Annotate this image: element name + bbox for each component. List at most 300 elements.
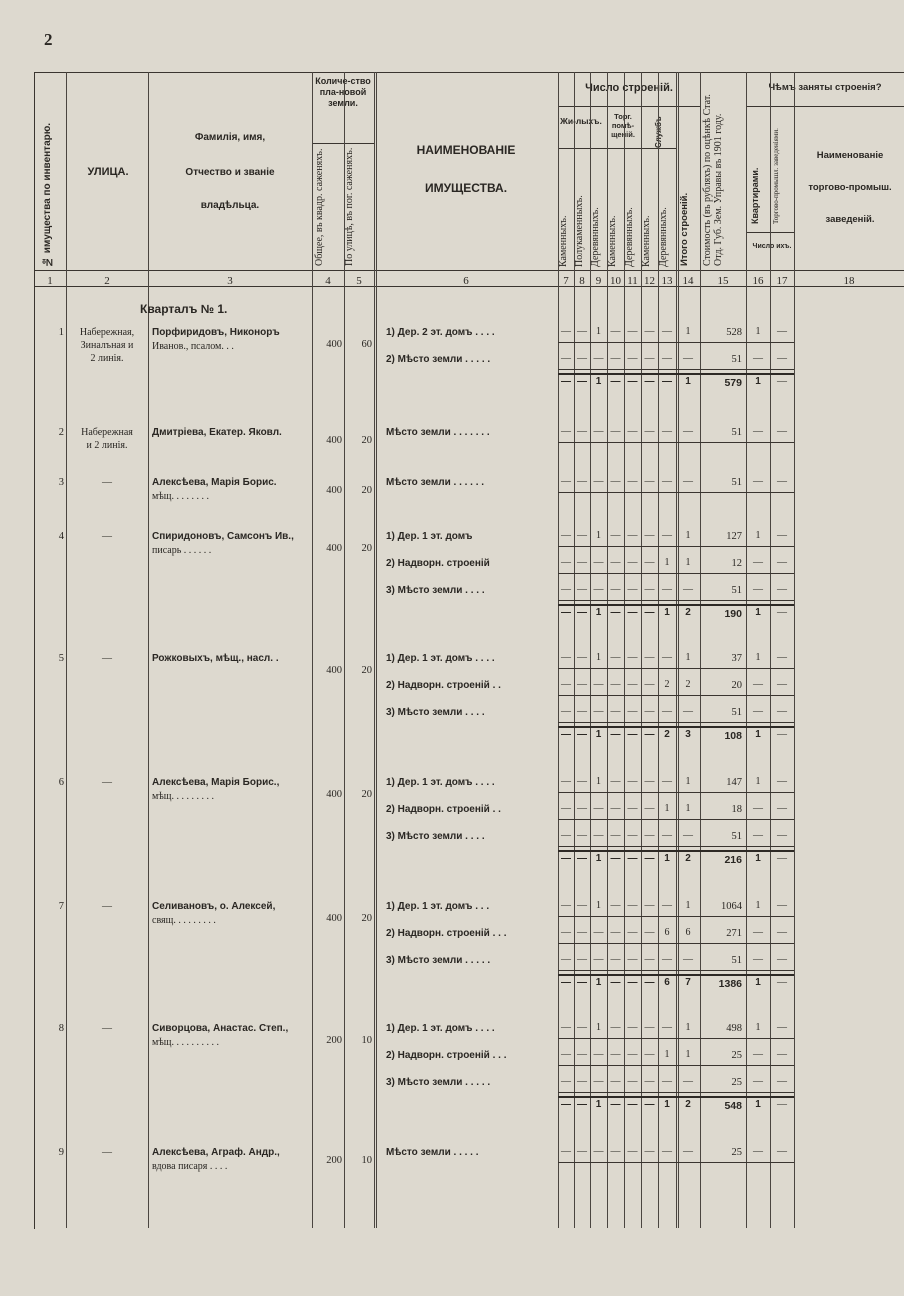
trade-count-cell: — <box>777 776 787 787</box>
trade-count-cell: — <box>777 476 787 487</box>
building-count-cell: — <box>644 830 655 841</box>
land-frontage-cell: 10 <box>361 1035 372 1046</box>
total-buildings-cell: 1 <box>685 652 691 663</box>
entry-owner: свящ. . . . . . . . . <box>152 915 216 926</box>
entry-street: и 2 линія. <box>86 440 128 451</box>
building-count-cell: 1 <box>596 652 601 663</box>
building-count-cell: 1 <box>596 326 601 337</box>
building-count-cell: — <box>610 679 621 690</box>
building-count-cell: — <box>593 803 604 814</box>
property-item: 1) Дер. 1 эт. домъ . . . . <box>386 653 495 664</box>
entry-number: 8 <box>58 1023 64 1034</box>
header-property-2: ИМУЩЕСТВА. <box>424 181 508 195</box>
trade-count-cell: — <box>777 426 787 437</box>
total-buildings-cell: 1 <box>685 1022 691 1033</box>
item-rule <box>558 1038 794 1039</box>
apartments-cell: 1 <box>755 977 761 988</box>
trade-count-cell: — <box>777 1076 787 1087</box>
column-divider <box>794 72 795 1228</box>
total-buildings-cell: 7 <box>685 977 691 988</box>
building-count-cell: — <box>610 954 621 965</box>
value-cell: 51 <box>731 477 742 488</box>
building-count-cell: — <box>610 927 621 938</box>
entry-owner: мѣщ. . . . . . . . <box>152 491 209 502</box>
entry-street: Набережная <box>81 427 133 438</box>
apartments-cell: 1 <box>755 900 761 911</box>
property-item: 1) Дер. 1 эт. домъ <box>386 531 473 542</box>
property-item: 1) Дер. 1 эт. домъ . . . <box>386 901 490 912</box>
building-count-cell: — <box>561 729 571 740</box>
trade-count-cell: — <box>777 1049 787 1060</box>
entry-street: — <box>102 1023 112 1034</box>
building-count-cell: — <box>627 607 638 618</box>
item-rule <box>558 792 794 793</box>
land-subrule <box>312 143 374 144</box>
item-rule <box>558 1065 794 1066</box>
building-count-cell: — <box>610 776 621 787</box>
sum-rule <box>558 373 794 375</box>
header-name-trade-1: Наименованіе <box>816 150 884 161</box>
entry-owner: Алексѣева, Аграф. Андр., <box>152 1147 280 1158</box>
building-count-cell: — <box>627 706 638 717</box>
entry-number: 5 <box>58 653 64 664</box>
land-frontage-cell: 20 <box>361 665 372 676</box>
property-item: 3) Мѣсто земли . . . . . <box>386 1077 491 1088</box>
entry-owner: писарь . . . . . . <box>152 545 212 556</box>
total-buildings-cell: 2 <box>685 607 691 618</box>
building-count-cell: — <box>627 776 638 787</box>
building-count-cell: 1 <box>596 530 601 541</box>
value-cell: 25 <box>731 1050 742 1061</box>
total-buildings-cell: 1 <box>685 530 691 541</box>
total-buildings-cell: 1 <box>685 1049 691 1060</box>
header-occupied-group: Чѣмъ заняты строенія? <box>768 82 882 93</box>
trade-count-cell: — <box>777 584 787 595</box>
entry-owner: Селивановъ, о. Алексей, <box>152 901 276 912</box>
header-owner-2: Отчество и званіе <box>185 167 275 178</box>
entry-street: — <box>102 777 112 788</box>
trade-count-cell: — <box>777 376 787 387</box>
value-cell: 1064 <box>721 901 742 912</box>
building-count-cell: — <box>627 927 638 938</box>
building-count-cell: — <box>561 706 571 717</box>
header-bottom-rule <box>34 270 904 271</box>
value-cell: 1386 <box>718 978 742 990</box>
value-cell: 579 <box>724 377 742 389</box>
building-count-cell: — <box>610 830 621 841</box>
trade-count-cell: — <box>777 927 787 938</box>
apartments-cell: 1 <box>755 853 761 864</box>
value-cell: 51 <box>731 585 742 596</box>
property-item: 2) Надворн. строеній . . . <box>386 1050 507 1061</box>
building-count-cell: — <box>577 977 587 988</box>
building-count-cell: — <box>593 706 604 717</box>
total-buildings-cell: — <box>683 584 693 595</box>
value-cell: 51 <box>731 354 742 365</box>
entry-owner: Алексѣева, Марія Борис., <box>152 777 280 788</box>
column-number: 18 <box>843 275 855 287</box>
building-count-cell: — <box>627 830 638 841</box>
building-count-cell: — <box>627 476 638 487</box>
entry-owner: мѣщ. . . . . . . . . <box>152 791 214 802</box>
building-count-cell: — <box>644 706 655 717</box>
building-count-cell: — <box>577 326 587 337</box>
land-frontage-cell: 20 <box>361 485 372 496</box>
building-count-cell: — <box>627 977 638 988</box>
item-rule <box>558 546 794 547</box>
entry-street: Набережная, <box>79 327 135 338</box>
building-count-cell: — <box>593 1076 604 1087</box>
building-count-cell: — <box>627 900 638 911</box>
building-count-cell: — <box>627 853 638 864</box>
item-rule <box>558 442 794 443</box>
total-buildings-cell: — <box>683 706 693 717</box>
column-number: 16 <box>752 275 764 287</box>
item-rule <box>558 573 794 574</box>
building-count-cell: — <box>561 1076 571 1087</box>
building-count-cell: 1 <box>595 376 602 387</box>
value-cell: 271 <box>726 928 742 939</box>
building-count-cell: — <box>644 729 655 740</box>
building-count-cell: — <box>577 679 587 690</box>
building-count-cell: — <box>610 1049 621 1060</box>
building-count-cell: — <box>627 1049 638 1060</box>
building-count-cell: — <box>610 426 621 437</box>
building-count-cell: — <box>561 557 571 568</box>
building-count-cell: 1 <box>664 557 670 568</box>
building-count-cell: 1 <box>595 729 602 740</box>
property-item: 1) Дер. 2 эт. домъ . . . . <box>386 327 495 338</box>
apartments-cell: 1 <box>755 530 761 541</box>
building-count-cell: — <box>644 977 655 988</box>
building-count-cell: — <box>644 900 655 911</box>
building-count-cell: — <box>627 1076 638 1087</box>
building-count-cell: — <box>644 1076 655 1087</box>
sum-rule <box>558 726 794 728</box>
building-count-cell: — <box>627 729 638 740</box>
header-stone-service: Каменныхъ. <box>641 215 652 267</box>
value-cell: 147 <box>726 777 742 788</box>
item-rule <box>558 668 794 669</box>
building-count-cell: — <box>577 476 587 487</box>
total-buildings-cell: 6 <box>685 927 691 938</box>
building-count-cell: 1 <box>595 1099 602 1110</box>
building-count-cell: — <box>644 326 655 337</box>
building-count-cell: — <box>627 326 638 337</box>
trade-count-cell: — <box>777 853 787 864</box>
building-count-cell: 6 <box>664 927 670 938</box>
value-cell: 51 <box>731 427 742 438</box>
column-divider <box>66 72 67 1228</box>
item-rule <box>558 846 794 847</box>
entry-street: Зиналъная и <box>80 340 134 351</box>
column-number: 2 <box>104 275 110 287</box>
trade-count-cell: — <box>777 326 787 337</box>
header-owner-1: Фамилія, имя, <box>194 132 266 143</box>
value-cell: 108 <box>724 730 742 742</box>
item-rule <box>558 943 794 944</box>
apartments-cell: — <box>753 830 763 841</box>
building-count-cell: — <box>662 326 672 337</box>
building-count-cell: — <box>627 376 638 387</box>
entry-number: 3 <box>58 477 64 488</box>
item-rule <box>558 819 794 820</box>
building-count-cell: — <box>662 1076 672 1087</box>
building-count-cell: — <box>662 652 672 663</box>
apartments-cell: — <box>753 1076 763 1087</box>
building-count-cell: — <box>610 1099 621 1110</box>
building-count-cell: — <box>610 1076 621 1087</box>
building-count-cell: — <box>577 557 587 568</box>
building-count-cell: — <box>610 557 621 568</box>
total-buildings-cell: — <box>683 353 693 364</box>
item-rule <box>558 492 794 493</box>
apartments-cell: 1 <box>755 1099 761 1110</box>
entry-street: 2 линія. <box>90 353 124 364</box>
building-count-cell: — <box>644 679 655 690</box>
land-frontage-cell: 60 <box>361 339 372 350</box>
entry-owner: Иванов., псалом. . . <box>152 341 234 352</box>
apartments-cell: — <box>753 557 763 568</box>
sum-rule <box>558 1096 794 1098</box>
building-count-cell: — <box>577 853 587 864</box>
value-cell: 25 <box>731 1077 742 1088</box>
entry-street: — <box>102 901 112 912</box>
land-area-cell: 200 <box>326 1035 342 1046</box>
entry-number: 7 <box>58 901 64 912</box>
column-number: 5 <box>356 275 362 287</box>
entry-street: — <box>102 477 112 488</box>
land-frontage-cell: 20 <box>361 435 372 446</box>
total-buildings-cell: 2 <box>685 679 691 690</box>
property-item: Мѣсто земли . . . . . . . <box>386 427 490 438</box>
entry-owner: Алексѣева, Марія Борис. <box>152 477 277 488</box>
value-cell: 51 <box>731 831 742 842</box>
value-cell: 18 <box>731 804 742 815</box>
building-count-cell: — <box>561 679 571 690</box>
total-buildings-cell: — <box>683 426 693 437</box>
trade-count-cell: — <box>777 706 787 717</box>
item-rule <box>558 342 794 343</box>
building-count-cell: — <box>577 607 587 618</box>
property-item: 3) Мѣсто земли . . . . <box>386 831 485 842</box>
entry-street: — <box>102 1147 112 1158</box>
building-count-cell: — <box>593 927 604 938</box>
building-count-cell: 1 <box>664 1049 670 1060</box>
building-count-cell: 1 <box>596 1022 601 1033</box>
property-item: 1) Дер. 1 эт. домъ . . . . <box>386 777 495 788</box>
total-buildings-cell: 1 <box>685 803 691 814</box>
property-item: 2) Мѣсто земли . . . . . <box>386 354 491 365</box>
section-title: Кварталъ № 1. <box>140 302 228 316</box>
header-value: Стоимость (въ рубляхъ) по оцѣнкѣ Стат. Отд. Губ. Зем. Управы въ 1901 году. <box>702 94 724 266</box>
entry-street: — <box>102 531 112 542</box>
apartments-cell: — <box>753 353 763 364</box>
entry-owner: Рожковыхъ, мѣщ., насл. . <box>152 653 279 664</box>
sum-rule <box>558 604 794 606</box>
building-count-cell: 1 <box>664 607 670 618</box>
building-count-cell: — <box>610 652 621 663</box>
land-area-cell: 400 <box>326 789 342 800</box>
column-number: 6 <box>463 275 469 287</box>
building-count-cell: 2 <box>664 729 670 740</box>
header-wooden: Деревянныхъ. <box>590 207 601 267</box>
page-number: 2 <box>44 30 53 49</box>
value-cell: 12 <box>731 558 742 569</box>
header-inventory-number: № имущества по инвентарю. <box>42 122 53 267</box>
item-rule <box>558 722 794 723</box>
trade-count-cell: — <box>777 530 787 541</box>
building-count-cell: 1 <box>595 607 602 618</box>
building-count-cell: — <box>627 426 638 437</box>
building-count-cell: — <box>577 830 587 841</box>
apartments-cell: — <box>753 954 763 965</box>
property-item: Мѣсто земли . . . . . <box>386 1147 479 1158</box>
value-cell: 37 <box>731 653 742 664</box>
building-count-cell: — <box>644 1099 655 1110</box>
apartments-cell: — <box>753 679 763 690</box>
total-buildings-cell: 1 <box>685 557 691 568</box>
apartments-cell: 1 <box>755 776 761 787</box>
header-total-buildings: Итого строеній. <box>679 192 690 266</box>
header-land-street: По улицѣ, въ пог. саженяхъ. <box>344 147 355 266</box>
trade-count-cell: — <box>777 652 787 663</box>
building-count-cell: — <box>561 1099 571 1110</box>
apartments-cell: — <box>753 476 763 487</box>
column-divider <box>312 72 313 1228</box>
building-count-cell: — <box>593 679 604 690</box>
apartments-cell: — <box>753 1146 763 1157</box>
building-count-cell: — <box>627 679 638 690</box>
building-count-cell: 1 <box>664 853 670 864</box>
total-buildings-cell: — <box>683 1146 693 1157</box>
building-count-cell: 6 <box>664 977 670 988</box>
building-count-cell: — <box>627 803 638 814</box>
column-number: 8 <box>579 275 585 287</box>
total-buildings-cell: — <box>683 1076 693 1087</box>
building-count-cell: — <box>662 830 672 841</box>
building-count-cell: — <box>662 584 672 595</box>
building-count-cell: — <box>610 376 621 387</box>
building-count-cell: — <box>561 1146 571 1157</box>
building-count-cell: — <box>577 1076 587 1087</box>
building-count-cell: 1 <box>664 1099 670 1110</box>
column-number: 11 <box>627 275 638 287</box>
building-count-cell: — <box>662 426 672 437</box>
building-count-cell: — <box>627 1099 638 1110</box>
property-item: 3) Мѣсто земли . . . . <box>386 707 485 718</box>
building-count-cell: — <box>610 900 621 911</box>
entry-owner: Спиридоновъ, Самсонъ Ив., <box>152 531 294 542</box>
column-number: 7 <box>563 275 569 287</box>
building-count-cell: — <box>577 927 587 938</box>
entry-owner: Порфиридовъ, Никоноръ <box>152 327 280 338</box>
property-item: Мѣсто земли . . . . . . <box>386 477 485 488</box>
building-count-cell: — <box>627 652 638 663</box>
entry-owner: Сиворцова, Анастас. Степ., <box>152 1023 289 1034</box>
building-count-cell: — <box>627 584 638 595</box>
building-count-cell: 1 <box>595 977 602 988</box>
building-count-cell: — <box>644 476 655 487</box>
building-count-cell: — <box>644 954 655 965</box>
property-item: 2) Надворн. строеній . . <box>386 804 501 815</box>
column-divider <box>344 72 345 1228</box>
property-item: 1) Дер. 1 эт. домъ . . . . <box>386 1023 495 1034</box>
building-count-cell: — <box>610 803 621 814</box>
land-area-cell: 400 <box>326 543 342 554</box>
column-divider <box>148 72 149 1228</box>
item-rule <box>558 916 794 917</box>
land-frontage-cell: 20 <box>361 913 372 924</box>
item-rule <box>558 600 794 601</box>
building-count-cell: — <box>561 954 571 965</box>
building-count-cell: — <box>644 853 655 864</box>
column-number: 15 <box>717 275 729 287</box>
header-property-1: НАИМЕНОВАНІЕ <box>416 143 516 157</box>
land-frontage-cell: 20 <box>361 543 372 554</box>
item-rule <box>558 369 794 370</box>
total-buildings-cell: — <box>683 954 693 965</box>
building-count-cell: — <box>610 530 621 541</box>
property-item: 2) Надворн. строеній . . . <box>386 928 507 939</box>
header-stone-trade: Каменныхъ. <box>607 215 618 267</box>
property-item: 3) Мѣсто земли . . . . <box>386 585 485 596</box>
trade-count-cell: — <box>777 954 787 965</box>
total-buildings-cell: 1 <box>685 900 691 911</box>
building-count-cell: — <box>561 830 571 841</box>
building-count-cell: — <box>561 803 571 814</box>
building-count-cell: — <box>644 927 655 938</box>
header-service: Службъ <box>654 116 663 148</box>
building-count-cell: — <box>610 853 621 864</box>
apartments-cell: — <box>753 1049 763 1060</box>
building-count-cell: — <box>644 776 655 787</box>
entry-number: 4 <box>58 531 64 542</box>
building-count-cell: — <box>577 530 587 541</box>
building-count-cell: — <box>644 1049 655 1060</box>
trade-count-cell: — <box>777 557 787 568</box>
building-count-cell: — <box>610 353 621 364</box>
building-count-cell: — <box>593 426 604 437</box>
land-area-cell: 400 <box>326 665 342 676</box>
building-count-cell: — <box>610 1146 621 1157</box>
header-land-group: Количе-ство пла-новой земли. <box>315 76 371 108</box>
entry-number: 1 <box>58 327 64 338</box>
building-count-cell: — <box>644 376 655 387</box>
building-count-cell: — <box>577 1146 587 1157</box>
trade-count-cell: — <box>777 353 787 364</box>
building-count-cell: — <box>662 353 672 364</box>
building-count-cell: — <box>561 776 571 787</box>
apartments-cell: — <box>753 803 763 814</box>
building-count-cell: 1 <box>596 900 601 911</box>
value-cell: 548 <box>724 1100 742 1112</box>
total-buildings-cell: — <box>683 476 693 487</box>
apartments-cell: 1 <box>755 1022 761 1033</box>
building-count-cell: — <box>593 1049 604 1060</box>
apartments-cell: — <box>753 927 763 938</box>
column-number: 12 <box>644 275 655 287</box>
building-count-cell: — <box>644 557 655 568</box>
trade-count-cell: — <box>777 607 787 618</box>
header-wooden-service: Деревянныхъ. <box>658 207 669 267</box>
entry-number: 9 <box>58 1147 64 1158</box>
total-buildings-cell: 2 <box>685 853 691 864</box>
header-trade-establishments: Торгово-промышл. заведеніями. <box>772 128 780 224</box>
trade-count-cell: — <box>777 679 787 690</box>
column-divider <box>374 72 377 1228</box>
header-apartments: Квартирами. <box>750 167 760 224</box>
